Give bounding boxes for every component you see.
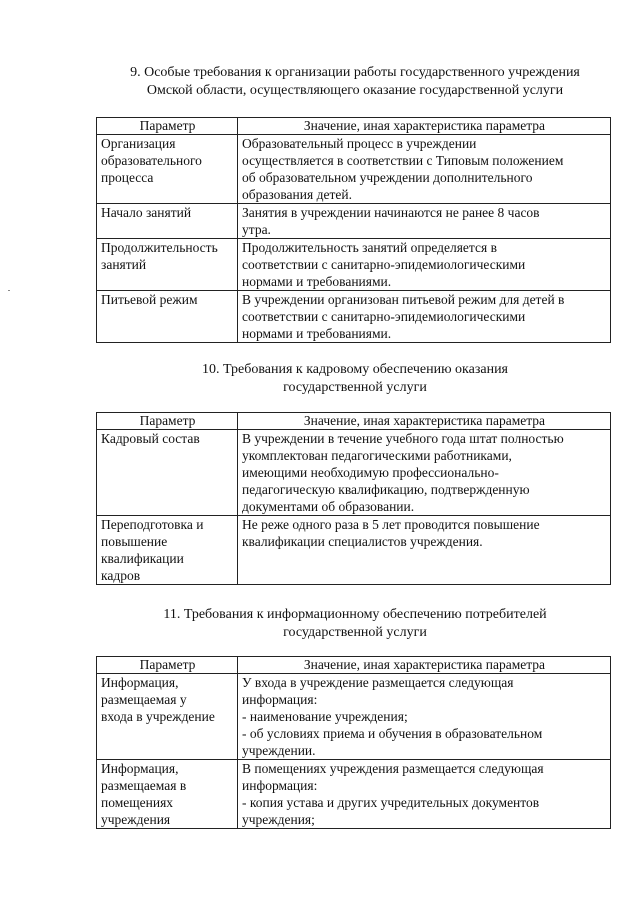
- value-cell: [238, 291, 611, 343]
- value-line: нормами и требованиями.: [242, 274, 392, 289]
- value-line: соответствии с санитарно-эпидемиологическими: [242, 309, 526, 324]
- table-header-row: [97, 118, 611, 135]
- section-10-title: [90, 361, 620, 397]
- value-line: осуществляется в соответствии с Типовым положением: [242, 153, 564, 168]
- section-11-title-line-2: государственной услуги: [283, 625, 427, 640]
- header-parameter: Параметр: [97, 657, 238, 674]
- table-row: [97, 760, 611, 829]
- value-line: - об условиях приема и обучения в образовательном: [242, 726, 543, 741]
- section-11-title-line-1: 11. Требования к информационному обеспечению потребителей: [163, 607, 547, 622]
- header-value: Значение, иная характеристика параметра: [238, 413, 611, 430]
- table-row: [97, 430, 611, 516]
- section-10-table: [96, 412, 611, 585]
- section-9-table: [96, 117, 611, 343]
- value-line: Не реже одного раза в 5 лет проводится повышение: [242, 517, 540, 532]
- param-cell: [97, 516, 238, 585]
- value-line: об образовательном учреждении дополнительного: [242, 170, 533, 185]
- section-10-title-line-1: 10. Требования к кадровому обеспечению оказания: [202, 362, 508, 377]
- param-line: образовательного: [101, 153, 202, 168]
- value-line: В учреждении организован питьевой режим для детей в: [242, 292, 565, 307]
- param-cell: [97, 204, 238, 239]
- section-9-title: [90, 64, 620, 100]
- param-line: входа в учреждение: [101, 709, 215, 724]
- header-parameter: Параметр: [97, 413, 238, 430]
- value-line: укомплектован педагогическими работниками,: [242, 448, 512, 463]
- table-header-row: [97, 657, 611, 674]
- value-line: Занятия в учреждении начинаются не ранее 8 часов: [242, 205, 540, 220]
- section-11-table: [96, 656, 611, 829]
- param-line: повышение: [101, 534, 168, 549]
- table-header-row: [97, 413, 611, 430]
- param-line: Информация,: [101, 761, 179, 776]
- value-line: педагогическую квалификацию, подтвержденную: [242, 482, 530, 497]
- param-cell: [97, 291, 238, 343]
- value-line: - копия устава и других учредительных документов: [242, 795, 540, 810]
- value-line: информация:: [242, 692, 318, 707]
- value-line: учреждении.: [242, 743, 316, 758]
- value-cell: [238, 516, 611, 585]
- value-cell: [238, 760, 611, 829]
- param-line: Информация,: [101, 675, 179, 690]
- value-line: соответствии с санитарно-эпидемиологическими: [242, 257, 526, 272]
- value-line: квалификации специалистов учреждения.: [242, 534, 483, 549]
- table-row: [97, 204, 611, 239]
- param-line: размещаемая в: [101, 778, 187, 793]
- param-line: Продолжительность: [101, 240, 218, 255]
- section-10-title-line-2: государственной услуги: [283, 380, 427, 395]
- value-line: учреждения;: [242, 812, 315, 827]
- margin-mark: [8, 290, 10, 291]
- value-line: В учреждении в течение учебного года штат полностью: [242, 431, 564, 446]
- param-cell: [97, 674, 238, 760]
- table-row: [97, 291, 611, 343]
- table-row: [97, 239, 611, 291]
- value-line: Образовательный процесс в учреждении: [242, 136, 477, 151]
- value-line: - наименование учреждения;: [242, 709, 408, 724]
- value-line: документами об образовании.: [242, 499, 415, 514]
- section-9-title-line-1: 9. Особые требования к организации работы государственного учреждения: [130, 65, 580, 80]
- param-cell: [97, 760, 238, 829]
- param-line: Питьевой режим: [101, 292, 198, 307]
- value-line: нормами и требованиями.: [242, 326, 392, 341]
- value-line: В помещениях учреждения размещается следующая: [242, 761, 544, 776]
- value-line: образования детей.: [242, 187, 352, 202]
- section-9-title-line-2: Омской области, осуществляющего оказание государственной услуги: [146, 83, 564, 98]
- param-line: Переподготовка и: [101, 517, 204, 532]
- param-line: занятий: [101, 257, 147, 272]
- param-cell: [97, 239, 238, 291]
- table-row: [97, 135, 611, 204]
- table-row: [97, 516, 611, 585]
- value-line: У входа в учреждение размещается следующая: [242, 675, 514, 690]
- header-value: Значение, иная характеристика параметра: [238, 118, 611, 135]
- param-cell: [97, 430, 238, 516]
- value-cell: [238, 239, 611, 291]
- value-line: имеющими необходимую профессионально-: [242, 465, 499, 480]
- param-line: помещениях: [101, 795, 174, 810]
- param-line: Организация: [101, 136, 176, 151]
- param-line: кадров: [101, 568, 141, 583]
- param-line: квалификации: [101, 551, 184, 566]
- param-line: размещаемая у: [101, 692, 187, 707]
- section-11-title: [90, 606, 620, 642]
- header-parameter: Параметр: [97, 118, 238, 135]
- value-cell: [238, 204, 611, 239]
- param-cell: [97, 135, 238, 204]
- value-cell: [238, 430, 611, 516]
- param-line: Начало занятий: [101, 205, 192, 220]
- value-cell: [238, 674, 611, 760]
- param-line: Кадровый состав: [101, 431, 200, 446]
- value-cell: [238, 135, 611, 204]
- table-row: [97, 674, 611, 760]
- param-line: процесса: [101, 170, 154, 185]
- value-line: утра.: [242, 222, 271, 237]
- header-value: Значение, иная характеристика параметра: [238, 657, 611, 674]
- value-line: Продолжительность занятий определяется в: [242, 240, 497, 255]
- value-line: информация:: [242, 778, 318, 793]
- param-line: учреждения: [101, 812, 171, 827]
